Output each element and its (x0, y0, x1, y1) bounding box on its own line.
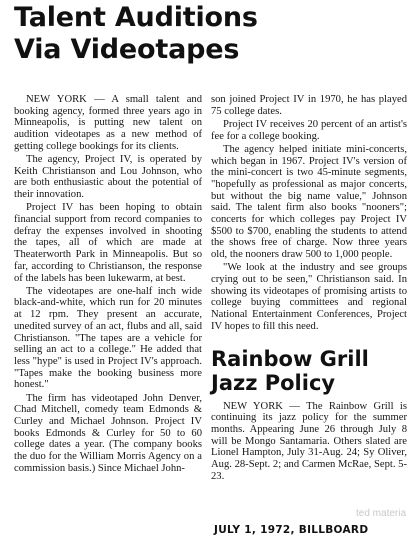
article-headline (14, 2, 414, 66)
second-article-headline (211, 347, 407, 395)
article-paragraph: The agency, Project IV, is operated by Keith Christianson and Lou Johnson, who are both enthusiastic about the potential of their innovation. (14, 154, 202, 201)
left-column (14, 94, 202, 476)
headline-line-2: Via Videotapes (14, 34, 240, 65)
article-paragraph: The firm has videotaped John Denver, Chad Mitchell, comedy team Edmonds & Curley and Michael Johnson. Project IV books Edmonds & Curley for 50 to 60 college dates a year. (The company books the duo for the William Morris Agency on a commission basis.) Since Michael John- (14, 392, 202, 474)
right-column (211, 94, 407, 484)
article-paragraph: The videotapes are one-half inch wide black-and-white, which run for 20 minutes at 12 rpm. They present an accurate, unedited survey of an act, flubs and all, said Christianson. "The tapes are a vehicle for selling an act to a college." He added that less "hype" is used in Project IV's approach. "Tapes make the booking business more honest." (14, 285, 202, 391)
article-paragraph-continued: son joined Project IV in 1970, he has played 75 college dates. (211, 94, 407, 117)
article-paragraph: Project IV receives 20 percent of an artist's fee for a college booking. (211, 118, 407, 142)
article-paragraph: "We look at the industry and see groups crying out to be seen," Christianson said. In showing its videotapes of promising artists to college buying committees and regional National Entertainment Conferences, Project IV hopes to fill this need. (211, 262, 407, 332)
article-paragraph: The agency helped initiate mini-concerts, which began in 1967. Project IV's version of the mini-concert is two 45-minute segments, "hopefully as professional as major concerts, but without the big name value," Johnson said. The talent firm also books "nooners"; concerts for which colleges pay Project IV $500 to $700, enabling the students to attend the shows free of charge. Now three years old, the nooners draw 500 to 1,000 people. (211, 143, 407, 261)
watermark-text: ted materia (356, 508, 407, 519)
second-article-paragraph: NEW YORK — The Rainbow Grill is continuing its jazz policy for the summer months. Appearing June 26 through July 8 will be Mongo Santamaria. Others slated are Lionel Hampton, July 31-Aug. 24; Sy Oliver, Aug. 28-Sept. 2; and Carmen McRae, Sept. 5-23. (211, 400, 407, 482)
article-paragraph: NEW YORK — A small talent and booking agency, formed three years ago in Minneapolis, is putting new talent on audition videotapes as a new method of getting college bookings for its clients. (14, 94, 202, 152)
second-headline-line-2: Jazz Policy (211, 370, 336, 395)
article-paragraph: Project IV has been hoping to obtain financial support from record companies to defray the expenses involved in shooting the tapes, all of which are made at Theaterworth Park in Minneapolis. But so far, according to Christianson, the response of the labels has been lukewarm, at best. (14, 202, 202, 284)
headline-line-1: Talent Auditions (14, 2, 258, 33)
page-footer-dateline: JULY 1, 1972, BILLBOARD (214, 524, 369, 536)
second-headline-line-1: Rainbow Grill (211, 346, 369, 371)
